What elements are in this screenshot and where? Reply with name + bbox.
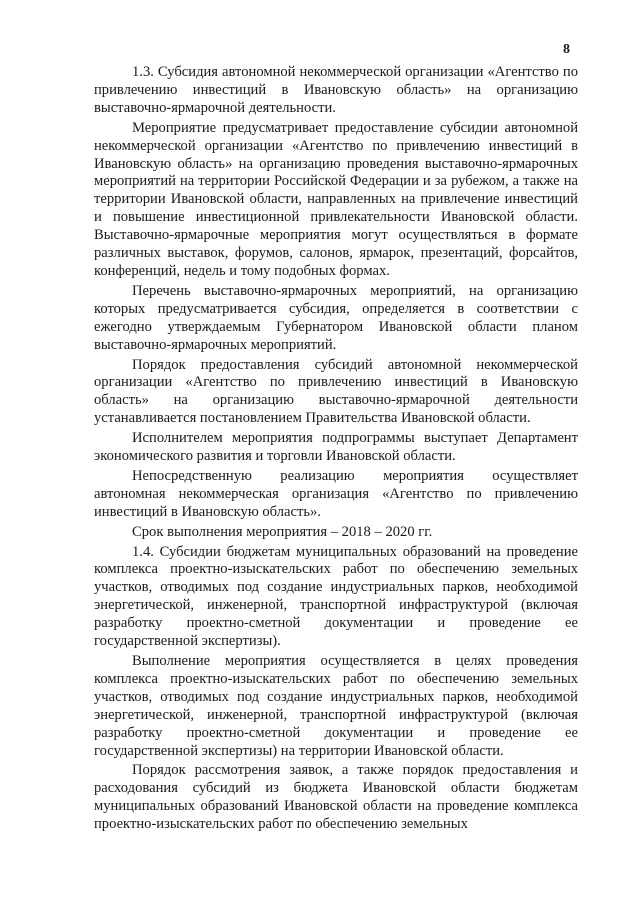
paragraph-event-list: Перечень выставочно-ярмарочных мероприятий, на организацию которых предусматривается субсидия, определяется в соответствии с ежегодно утверждаемым Губернатором Ивановской области планом выставочно-ярмарочных мероприятий. xyxy=(94,282,578,353)
paragraph-executor: Исполнителем мероприятия подпрограммы выступает Департамент экономического развития и торговли Ивановской области. xyxy=(94,430,578,465)
paragraph-implementation: Непосредственную реализацию мероприятия осуществляет автономная некоммерческая организация «Агентство по привлечению инвестиций в Ивановскую область». xyxy=(94,467,578,520)
paragraph-1-3-heading: 1.3. Субсидия автономной некоммерческой организации «Агентство по привлечению инвестиций в Ивановскую область» на организацию выставочно-ярмарочной деятельности. xyxy=(94,64,578,116)
paragraph-1-4-heading: 1.4. Субсидии бюджетам муниципальных образований на проведение комплекса проектно-изыскательских работ по обеспечению земельных участков, отводимых под создание индустриальных парков, необходимой энергетической, инженерной, транспортной инфраструктурой (включая разработку проектно-сметной документации и проведение ее государственной экспертизы). xyxy=(94,543,578,650)
paragraph-subsidy-procedure: Порядок предоставления субсидий автономной некоммерческой организации «Агентство по привлечению инвестиций в Ивановскую область» на организацию выставочно-ярмарочной деятельности устанавливается постановлением Правительства Ивановской области. xyxy=(94,356,578,427)
paragraph-deadline: Срок выполнения мероприятия – 2018 – 2020 гг. xyxy=(132,523,433,540)
page-number: 8 xyxy=(563,42,570,57)
paragraph-event-description: Мероприятие предусматривает предоставление субсидии автономной некоммерческой организации «Агентство по привлечению инвестиций в Ивановскую область» на организацию проведения выставочно-ярмарочных мероприятий на территории Российской Федерации и за рубежом, а также на территории Ивановской области, направленных на привлечение инвестиций и повышение инвестиционной привлекательности Ивановской области. Выставочно-ярмарочные мероприятия могут осуществляться в формате различных выставок, форумов, салонов, ярмарок, презентаций, форсайтов, конференций, недель и тому подобных формах. xyxy=(94,119,578,279)
paragraph-goals: Выполнение мероприятия осуществляется в целях проведения комплекса проектно-изыскательских работ по обеспечению земельных участков, отводимых под создание индустриальных парков, необходимой энергетической, инженерной, транспортной инфраструктурой (включая разработку проектно-сметной документации и проведение ее государственной экспертизы) на территории Ивановской области. xyxy=(94,653,578,759)
paragraph-application-procedure: Порядок рассмотрения заявок, а также порядок предоставления и расходования субсидий из бюджета Ивановской области бюджетам муниципальных образований Ивановской области на проведение комплекса проектно-изыскательских работ по обеспечению земельных xyxy=(94,762,578,833)
document-body xyxy=(94,64,578,836)
